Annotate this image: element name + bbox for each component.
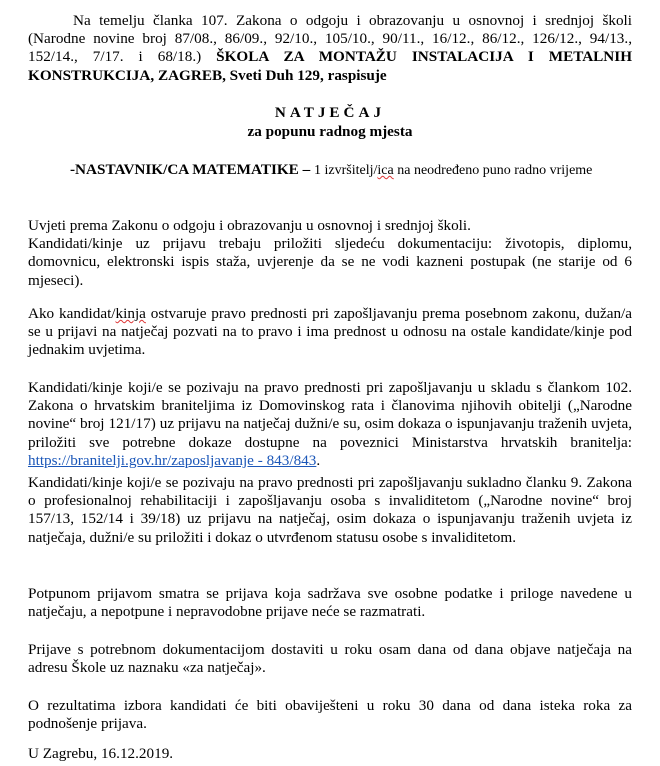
conditions-line-1: Uvjeti prema Zakonu o odgoju i obrazovanju u osnovnoj i srednjoj školi. [28, 217, 471, 234]
notice-subtitle: za popunu radnog mjesta [247, 123, 413, 140]
results-paragraph: O rezultatima izbora kandidati će biti obaviješteni u roku 30 dana od dana isteka roka za podnošenje prijava. [28, 697, 632, 733]
position-name: -NASTAVNIK/CA MATEMATIKE [70, 161, 299, 178]
veterans-paragraph [28, 379, 632, 470]
disability-paragraph: Kandidati/kinje koji/e se pozivaju na pravo prednosti pri zapošljavanju sukladno članku 9. Zakona o profesionalnoj rehabilitaciji i zapošljavanju osoba s invaliditetom („Narodne novine“ broj 157/13, 152/14 i 39/18) uz prijavu na natječaj, osim dokaza o ispunjavanju traženih uvjeta iz natječaja, dužni/e su priložiti i dokaz o utvrđenom statusu osobe s invaliditetom. [28, 474, 632, 546]
date-line: U Zagrebu, 16.12.2019. [28, 745, 174, 762]
intro-lead: Na temelju članka 107. Zakona o odgoju i obrazovanju u osnovnoj i srednjoj školi (Narodne novine broj 87/08., 86/09., 92/10., 105/10., 90/11., 16/12., 86/12., 126/12., 94/13., 152/14., 7/17. i 68/18.) [28, 12, 632, 66]
position-dash: – [298, 161, 315, 178]
position-detail-b: ica [377, 163, 394, 178]
veterans-end: . [316, 451, 321, 469]
veterans-link[interactable]: https://branitelji.gov.hr/zaposljavanje - 843/843 [28, 451, 317, 469]
intro-paragraph [28, 12, 632, 85]
position-line [70, 161, 630, 180]
veterans-text: Kandidati/kinje koji/e se pozivaju na pravo prednosti pri zapošljavanju u skladu s člankom 102. Zakona o hrvatskim braniteljima iz Domovinskog rata i članovima njihovih obitelji („Narodne novine“ broj 121/17) uz prijavu na natječaj dužni/e su, osim dokaza o ispunjavanju traženih uvjeta, priložiti sve potrebne dokaze dostupne na poveznici Ministarstva hrvatskih branitelja: [28, 379, 632, 451]
position-detail-a: 1 izvršitelj/ [314, 163, 378, 178]
conditions-paragraph [28, 217, 632, 290]
priority-paragraph [28, 305, 632, 360]
conditions-line-2: Kandidati/kinje uz prijavu trebaju priložiti sljedeću dokumentaciju: životopis, diplomu, domovnicu, elektronski ispis staža, uvjerenje da se ne vodi kazneni postupak (ne starije od 6 mjeseci). [28, 235, 632, 289]
priority-a: Ako kandidat/ [28, 305, 116, 322]
position-detail-c: na neodređeno puno radno vrijeme [393, 163, 593, 178]
priority-b: kinja [115, 305, 146, 322]
submission-paragraph: Prijave s potrebnom dokumentacijom dostaviti u roku osam dana od dana objave natječaja na adresu Škole uz naznaku «za natječaj». [28, 641, 632, 677]
school-name: ŠKOLA ZA MONTAŽU INSTALACIJA I METALNIH KONSTRUKCIJA, ZAGREB, Sveti Duh 129, raspisuje [28, 48, 633, 84]
notice-title: NATJEČAJ [274, 104, 386, 121]
completeness-paragraph: Potpunom prijavom smatra se prijava koja sadržava sve osobne podatke i priloge navedene u natječaju, a nepotpune i nepravodobne prijave neće se razmatrati. [28, 585, 632, 621]
priority-c: ostvaruje pravo prednosti pri zapošljavanju prema posebnom zakonu, dužan/a se u prijavi na natječaj pozvati na to pravo i ima prednost u odnosu na ostale kandidate/kinje pod jednakim uvjetima. [28, 305, 633, 359]
